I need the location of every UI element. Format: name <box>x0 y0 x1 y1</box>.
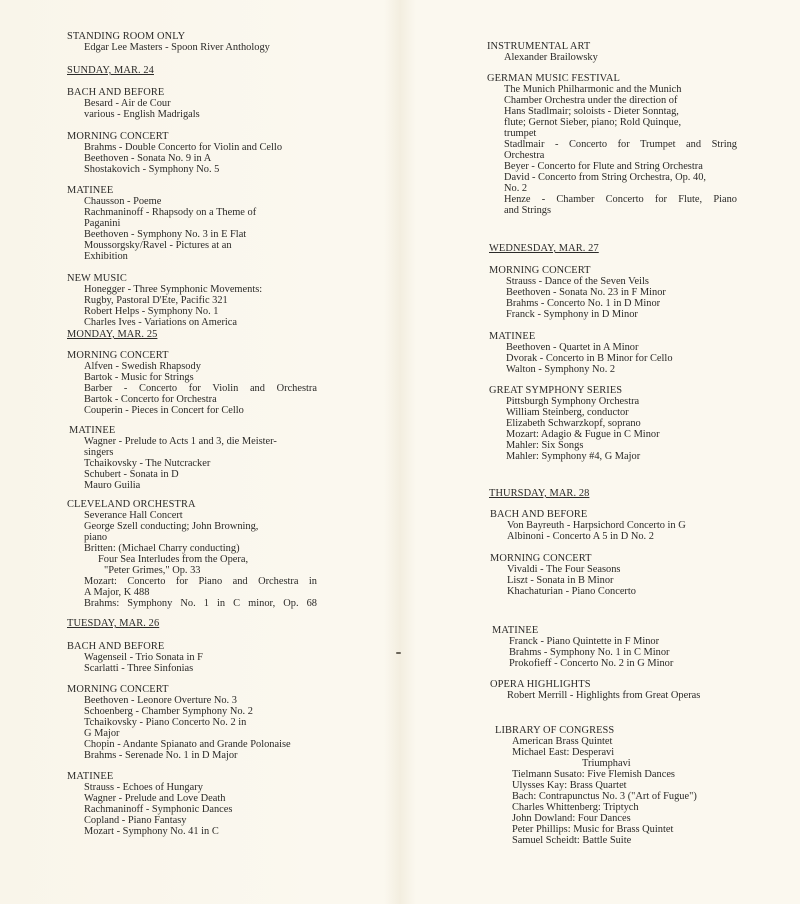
section-heading: GREAT SYMPHONY SERIES <box>489 385 623 396</box>
program-list <box>490 520 740 542</box>
program-list <box>67 510 317 609</box>
section-instrumental-art <box>487 41 737 63</box>
section-sun-matinee <box>67 185 317 262</box>
program-list <box>67 436 317 491</box>
section-heading: MATINEE <box>69 425 116 436</box>
program-line: Beethoven - Symphony No. 3 in E Flat <box>84 229 247 240</box>
program-line: piano <box>84 532 108 543</box>
program-line: Beethoven - Sonata No. 9 in A <box>84 153 212 164</box>
program-list <box>67 98 317 120</box>
section-sun-bach <box>67 87 317 120</box>
program-line: Bartok - Music for Strings <box>84 372 194 383</box>
program-line: Paganini <box>84 218 121 229</box>
program-line: Chausson - Poeme <box>84 196 162 207</box>
program-line: Charles Whittenberg: Triptych <box>512 802 639 813</box>
program-list <box>489 342 739 375</box>
program-line: Mahler: Symphony #4, G Major <box>506 451 641 462</box>
day-heading-tuesday: TUESDAY, MAR. 26 <box>67 618 160 629</box>
program-line: "Peter Grimes," Op. 33 <box>104 565 201 576</box>
program-line: Four Sea Interludes from the Opera, <box>98 554 249 565</box>
program-line: Beyer - Concerto for Flute and String Orchestra <box>504 161 703 172</box>
program-line: Khachaturian - Piano Concerto <box>507 586 636 597</box>
section-thu-matinee <box>492 625 742 669</box>
section-heading: GERMAN MUSIC FESTIVAL <box>487 73 620 84</box>
program-line: Honegger - Three Symphonic Movements: <box>84 284 263 295</box>
program-line: singers <box>84 447 114 458</box>
section-heading: MATINEE <box>492 625 539 636</box>
program-line: Dvorak - Concerto in B Minor for Cello <box>506 353 673 364</box>
section-heading: MORNING CONCERT <box>490 553 592 564</box>
program-list <box>489 396 739 462</box>
program-list <box>67 196 317 262</box>
section-sun-new-music <box>67 273 317 328</box>
program-line: Pittsburgh Symphony Orchestra <box>506 396 640 407</box>
program-line: Orchestra <box>504 150 545 161</box>
program-line: Britten: (Michael Charry conducting) <box>84 543 240 554</box>
program-line: Ulysses Kay: Brass Quartet <box>512 780 627 791</box>
program-line: Mozart - Symphony No. 41 in C <box>84 826 219 837</box>
program-line: Chamber Orchestra under the direction of <box>504 95 678 106</box>
program-list <box>489 276 739 320</box>
program-line: John Dowland: Four Dances <box>512 813 631 824</box>
program-list <box>67 42 317 53</box>
program-line: William Steinberg, conductor <box>506 407 629 418</box>
program-line: Alexander Brailowsky <box>504 52 598 63</box>
section-tue-morning <box>67 684 317 761</box>
program-line: Beethoven - Sonata No. 23 in F Minor <box>506 287 666 298</box>
program-list <box>487 52 737 63</box>
program-line: Brahms: Symphony No. 1 in C minor, Op. 68 <box>84 598 317 609</box>
program-line: Rachmaninoff - Rhapsody on a Theme of <box>84 207 257 218</box>
program-line: American Brass Quintet <box>512 736 613 747</box>
program-list <box>492 636 742 669</box>
section-great-symphony <box>489 385 739 462</box>
program-list <box>67 284 317 328</box>
program-line: Alfven - Swedish Rhapsody <box>84 361 201 372</box>
program-line: Henze - Chamber Concerto for Flute, Piano <box>504 194 737 205</box>
program-list <box>67 652 317 674</box>
program-line: Wagner - Prelude to Acts 1 and 3, die Meister- <box>84 436 277 447</box>
program-line: A Major, K 488 <box>84 587 150 598</box>
fold-mark <box>396 652 401 654</box>
program-line: Franck - Piano Quintette in F Minor <box>509 636 660 647</box>
section-thu-morning <box>490 553 740 597</box>
program-line: G Major <box>84 728 120 739</box>
program-line: No. 2 <box>504 183 528 194</box>
program-line: Tchaikovsky - Piano Concerto No. 2 in <box>84 717 247 728</box>
program-line: Wagenseil - Trio Sonata in F <box>84 652 203 663</box>
program-line: trumpet <box>504 128 537 139</box>
program-list <box>67 361 317 416</box>
section-heading: OPERA HIGHLIGHTS <box>490 679 591 690</box>
program-line: Brahms - Concerto No. 1 in D Minor <box>506 298 661 309</box>
program-line: Robert Helps - Symphony No. 1 <box>84 306 219 317</box>
program-line: Beethoven - Leonore Overture No. 3 <box>84 695 237 706</box>
program-line: Shostakovich - Symphony No. 5 <box>84 164 220 175</box>
program-line: Robert Merrill - Highlights from Great Operas <box>507 690 701 701</box>
day-heading-wednesday: WEDNESDAY, MAR. 27 <box>489 243 599 254</box>
section-opera-highlights <box>490 679 740 701</box>
program-line: Beethoven - Quartet in A Minor <box>506 342 639 353</box>
program-line: George Szell conducting; John Browning, <box>84 521 259 532</box>
section-sun-morning <box>67 131 317 175</box>
program-line: Triumphavi <box>582 758 631 769</box>
program-line: The Munich Philharmonic and the Munich <box>504 84 682 95</box>
program-line: Samuel Scheidt: Battle Suite <box>512 835 632 846</box>
day-heading-thursday: THURSDAY, MAR. 28 <box>489 488 590 499</box>
program-line: Walton - Symphony No. 2 <box>506 364 616 375</box>
program-line: Brahms - Symphony No. 1 in C Minor <box>509 647 670 658</box>
program-line: Stadlmair - Concerto for Trumpet and String <box>504 139 737 150</box>
section-heading: STANDING ROOM ONLY <box>67 31 186 42</box>
section-heading: MATINEE <box>67 771 114 782</box>
program-line: Mahler: Six Songs <box>506 440 584 451</box>
section-heading: INSTRUMENTAL ART <box>487 41 591 52</box>
section-heading: MORNING CONCERT <box>67 684 169 695</box>
program-list <box>487 84 737 216</box>
program-line: Tchaikovsky - The Nutcracker <box>84 458 211 469</box>
program-list <box>490 564 740 597</box>
day-heading-monday: MONDAY, MAR. 25 <box>67 329 158 340</box>
day-heading-sunday: SUNDAY, MAR. 24 <box>67 65 154 76</box>
program-line: Strauss - Dance of the Seven Veils <box>506 276 649 287</box>
program-line: Schubert - Sonata in D <box>84 469 179 480</box>
program-line: Exhibition <box>84 251 128 262</box>
program-line: Bartok - Concerto for Orchestra <box>84 394 217 405</box>
section-cleveland-orchestra <box>67 499 317 609</box>
program-line: Edgar Lee Masters - Spoon River Anthology <box>84 42 270 53</box>
program-line: Elizabeth Schwarzkopf, soprano <box>506 418 641 429</box>
program-line: Brahms - Serenade No. 1 in D Major <box>84 750 238 761</box>
program-line: Michael East: Desperavi <box>512 747 615 758</box>
program-line: Copland - Piano Fantasy <box>84 815 187 826</box>
section-heading: BACH AND BEFORE <box>67 641 165 652</box>
section-heading: BACH AND BEFORE <box>67 87 165 98</box>
section-heading: MORNING CONCERT <box>67 131 169 142</box>
program-line: Charles Ives - Variations on America <box>84 317 238 328</box>
section-heading: BACH AND BEFORE <box>490 509 588 520</box>
program-line: Peter Phillips: Music for Brass Quintet <box>512 824 674 835</box>
section-tue-matinee <box>67 771 317 837</box>
section-heading: MATINEE <box>489 331 536 342</box>
program-line: Mozart: Concerto for Piano and Orchestra in <box>84 576 317 587</box>
section-wed-matinee <box>489 331 739 375</box>
program-line: Rugby, Pastoral D'Ete, Pacific 321 <box>84 295 228 306</box>
program-list <box>67 695 317 761</box>
program-line: Wagner - Prelude and Love Death <box>84 793 226 804</box>
program-line: Albinoni - Concerto A 5 in D No. 2 <box>507 531 654 542</box>
program-line: Scarlatti - Three Sinfonias <box>84 663 194 674</box>
program-line: Couperin - Pieces in Concert for Cello <box>84 405 244 416</box>
program-line: Moussorgsky/Ravel - Pictures at an <box>84 240 232 251</box>
program-line: Hans Stadlmair; soloists - Dieter Sonntag, <box>504 106 679 117</box>
program-list <box>495 736 745 846</box>
program-line: Schoenberg - Chamber Symphony No. 2 <box>84 706 253 717</box>
section-heading: LIBRARY OF CONGRESS <box>495 725 615 736</box>
program-line: and Strings <box>504 205 552 216</box>
program-line: Prokofieff - Concerto No. 2 in G Minor <box>509 658 674 669</box>
section-thu-bach <box>490 509 740 542</box>
program-line: Severance Hall Concert <box>84 510 183 521</box>
program-line: Barber - Concerto for Violin and Orchestra <box>84 383 317 394</box>
program-line: various - English Madrigals <box>84 109 200 120</box>
program-line: Vivaldi - The Four Seasons <box>507 564 621 575</box>
program-list <box>490 690 740 701</box>
section-heading: NEW MUSIC <box>67 273 127 284</box>
section-heading: MATINEE <box>67 185 114 196</box>
section-heading: MORNING CONCERT <box>67 350 169 361</box>
section-tue-bach <box>67 641 317 674</box>
program-line: Strauss - Echoes of Hungary <box>84 782 203 793</box>
program-line: Rachmaninoff - Symphonic Dances <box>84 804 233 815</box>
program-line: flute; Gernot Sieber, piano; Rold Quinque, <box>504 117 682 128</box>
section-standing-room <box>67 31 317 53</box>
section-wed-morning <box>489 265 739 320</box>
section-mon-matinee <box>67 425 317 491</box>
section-heading: MORNING CONCERT <box>489 265 591 276</box>
section-german-festival <box>487 73 737 216</box>
program-line: David - Concerto from String Orchestra, Op. 40, <box>504 172 706 183</box>
program-line: Mozart: Adagio & Fugue in C Minor <box>506 429 660 440</box>
program-line: Bach: Contrapunctus No. 3 ("Art of Fugue") <box>512 791 697 802</box>
program-line: Von Bayreuth - Harpsichord Concerto in G <box>507 520 686 531</box>
section-heading: CLEVELAND ORCHESTRA <box>67 499 196 510</box>
section-library-of-congress <box>495 725 745 846</box>
program-line: Chopin - Andante Spianato and Grande Polonaise <box>84 739 291 750</box>
program-line: Brahms - Double Concerto for Violin and Cello <box>84 142 283 153</box>
program-line: Liszt - Sonata in B Minor <box>507 575 614 586</box>
section-mon-morning <box>67 350 317 416</box>
program-line: Mauro Guilia <box>84 480 141 491</box>
program-line: Besard - Air de Cour <box>84 98 171 109</box>
program-list <box>67 782 317 837</box>
program-line: Franck - Symphony in D Minor <box>506 309 638 320</box>
program-list <box>67 142 317 175</box>
program-line: Tielmann Susato: Five Flemish Dances <box>512 769 675 780</box>
